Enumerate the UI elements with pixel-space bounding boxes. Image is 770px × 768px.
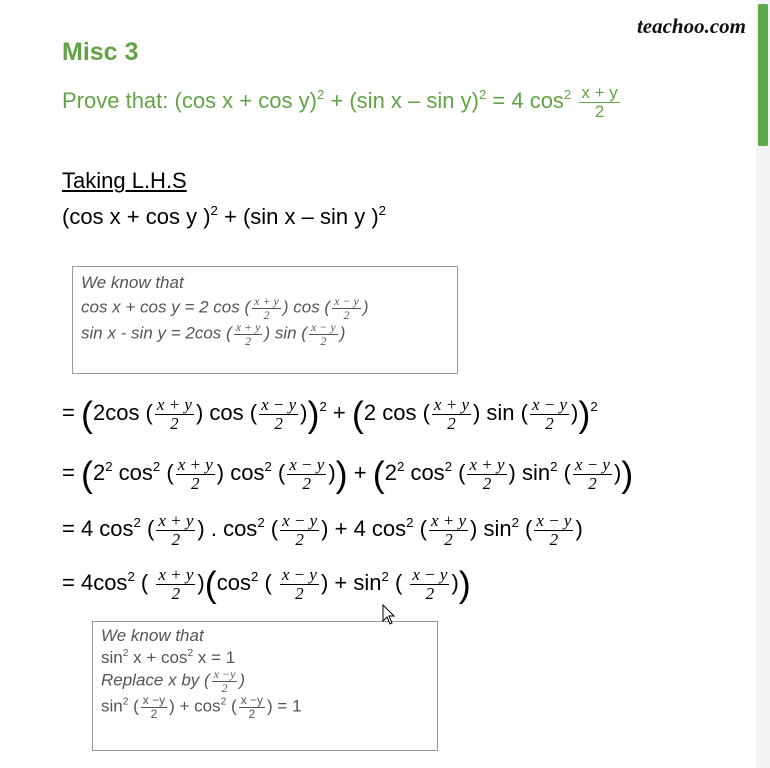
box-heading: We know that (101, 626, 204, 645)
step-3: = 4 $\cos^2$ ( $\frac{x + y}{2}$ ) . $\cos^2$ ( $\frac{x - y}{2}$ ) + 4 $\cos^2$ ( $\frac{x + y}{2}$ ) $\sin^2$ ( $\frac{x - y}{2}$ ) (62, 511, 583, 549)
scrollbar-thumb[interactable] (758, 4, 768, 146)
identity-substituted: $\sin^2$ ( $\frac{x -y}{2}$ ) + $\cos^2$ ( $\frac{x -y}{2}$ ) = 1 (101, 693, 302, 721)
step-1: = (2cos ( $\frac{x + y}{2}$ ) cos ( $\frac{x - y}{2}$ ))$^2$ + (2 cos ( $\frac{x + y}{2}$ ) sin ( $\frac{x - y}{2}$ ))$^2$ (62, 393, 598, 435)
identity-sin-difference: sin x - sin y = 2cos ( $\frac{x + y}{2}$ ) sin ( $\frac{x - y}{2}$ ) (81, 320, 346, 348)
lhs-heading: Taking L.H.S (62, 168, 187, 193)
identity-box-sum-to-product (72, 266, 458, 374)
identity-pythagorean: $\sin^2 x + \cos^2 x = 1$ (101, 647, 236, 667)
replace-instruction: Replace x by ( $\frac{x -y}{2}$ ) (101, 667, 246, 695)
step-2: = ($2^2$ $\cos^2$ ( $\frac{x + y}{2}$ ) $\cos^2$ ( $\frac{x - y}{2}$ )) + ($2^2$ $\cos^2$ ( $\frac{x + y}{2}$ ) $\sin^2$ ( $\frac{x - y}{2}$ )) (62, 453, 634, 495)
fraction: $\frac{x + y}{2}$ (581, 83, 618, 121)
lhs-expression: (cos x + cos y )$^2$ + (sin x – sin y )$^2$ (62, 202, 387, 229)
problem-statement: Prove that: (cos x + cos y)$^2$ + (sin x – sin y)$^2$ = 4 $\cos^2$ $\frac{x + y}{2}$ (62, 83, 618, 121)
scrollbar[interactable] (756, 0, 770, 768)
box-heading: We know that (81, 273, 184, 292)
brand-logo: teachoo.com (636, 14, 746, 38)
step-4: = $4\cos^2$ ( $\frac{x + y}{2}$ )($\cos^2$ ( $\frac{x - y}{2}$ ) + $\sin^2$ ( $\frac{x - y}{2}$ )) (62, 563, 471, 605)
mouse-cursor-icon (382, 604, 396, 626)
identity-cos-sum: cos x + cos y = 2 cos ( $\frac{x + y}{2}$ ) cos ( $\frac{x - y}{2}$ ) (81, 294, 369, 322)
identity-box-pythagorean (92, 621, 438, 751)
page-title: Misc 3 (62, 38, 139, 66)
